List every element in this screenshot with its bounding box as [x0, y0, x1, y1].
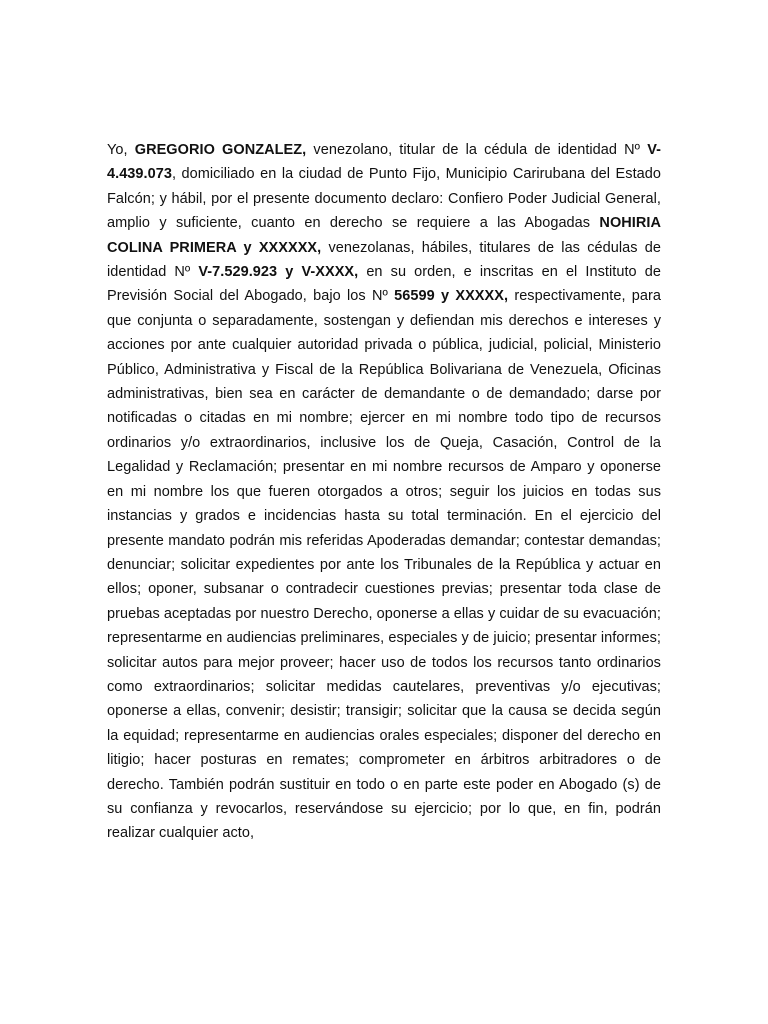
- power-of-attorney-paragraph: [107, 138, 661, 846]
- grantor-id-number: V-4.439.073: [107, 142, 661, 183]
- text-run: respectivamente, para que conjunta o separadamente, sostengan y defiendan mis derechos e intereses y acciones por ante cualquier autoridad privada o pública, judicial, policial, Ministerio Público, Administrativa y Fiscal de la República Bolivariana de Venezuela, Oficinas administrativas, bien sea en carácter de demandante o de demandado; darse por notificadas o citadas en mi nombre; ejercer en mi nombre todo tipo de recursos ordinarios y/o extraordinarios, inclusive los de Queja, Casación, Control de la Legalidad y Reclamación; presentar en mi nombre recursos de Amparo y oponerse en mi nombre los que fueren otorgados a otros; seguir los juicios en todas sus instancias y grados e incidencias hasta su total terminación. En el ejercicio del presente mandato podrán mis referidas Apoderadas demandar; contestar demandas; denunciar; solicitar expedientes por ante los Tribunales de la República y actuar en ellos; oponer, subsanar o contradecir cuestiones previas; presentar toda clase de pruebas aceptadas por nuestro Derecho, oponerse a ellas y cuidar de su evacuación; representarme en audiencias preliminares, especiales y de juicio; presentar informes; solicitar autos para mejor proveer; hacer uso de todos los recursos tanto ordinarios como extraordinarios; solicitar medidas cautelares, preventivas y/o ejecutivas; oponerse a ellas, convenir; desistir; transigir; solicitar que la causa se decida según la equidad; representarme en audiencias orales especiales; disponer del derecho en litigio; hacer posturas en remates; comprometer en árbitros arbitradores o de derecho. También podrán sustituir en todo o en parte este poder en Abogado (s) de su confianza y revocarlos, reservándose su ejercicio; por lo que, en fin, podrán realizar cualquier acto,: [107, 288, 662, 842]
- text-run: en su orden, e inscritas en el Instituto de Previsión Social del Abogado, bajo los Nº: [107, 264, 661, 305]
- grantor-name: GREGORIO GONZALEZ,: [134, 142, 307, 158]
- text-run: venezolano, titular de la cédula de identidad Nº: [306, 142, 648, 158]
- text-run: venezolanas, hábiles, titulares de las cédulas de identidad Nº: [107, 239, 662, 281]
- inpreabogado-numbers: 56599 y XXXXX,: [394, 288, 509, 305]
- text-run: , domiciliado en la ciudad de Punto Fijo, Municipio Carirubana del Estado Falcón; y hábil, por el presente documento declaro: Confiero Poder Judicial General, amplio y suficiente, cuanto en derecho se requiere a las Abogadas: [107, 166, 661, 232]
- attorneys-id-numbers: V-7.529.923 y V-XXXX,: [198, 264, 359, 281]
- attorneys-names: NOHIRIA COLINA PRIMERA y XXXXXX,: [107, 215, 661, 256]
- text-run: Yo,: [107, 142, 135, 158]
